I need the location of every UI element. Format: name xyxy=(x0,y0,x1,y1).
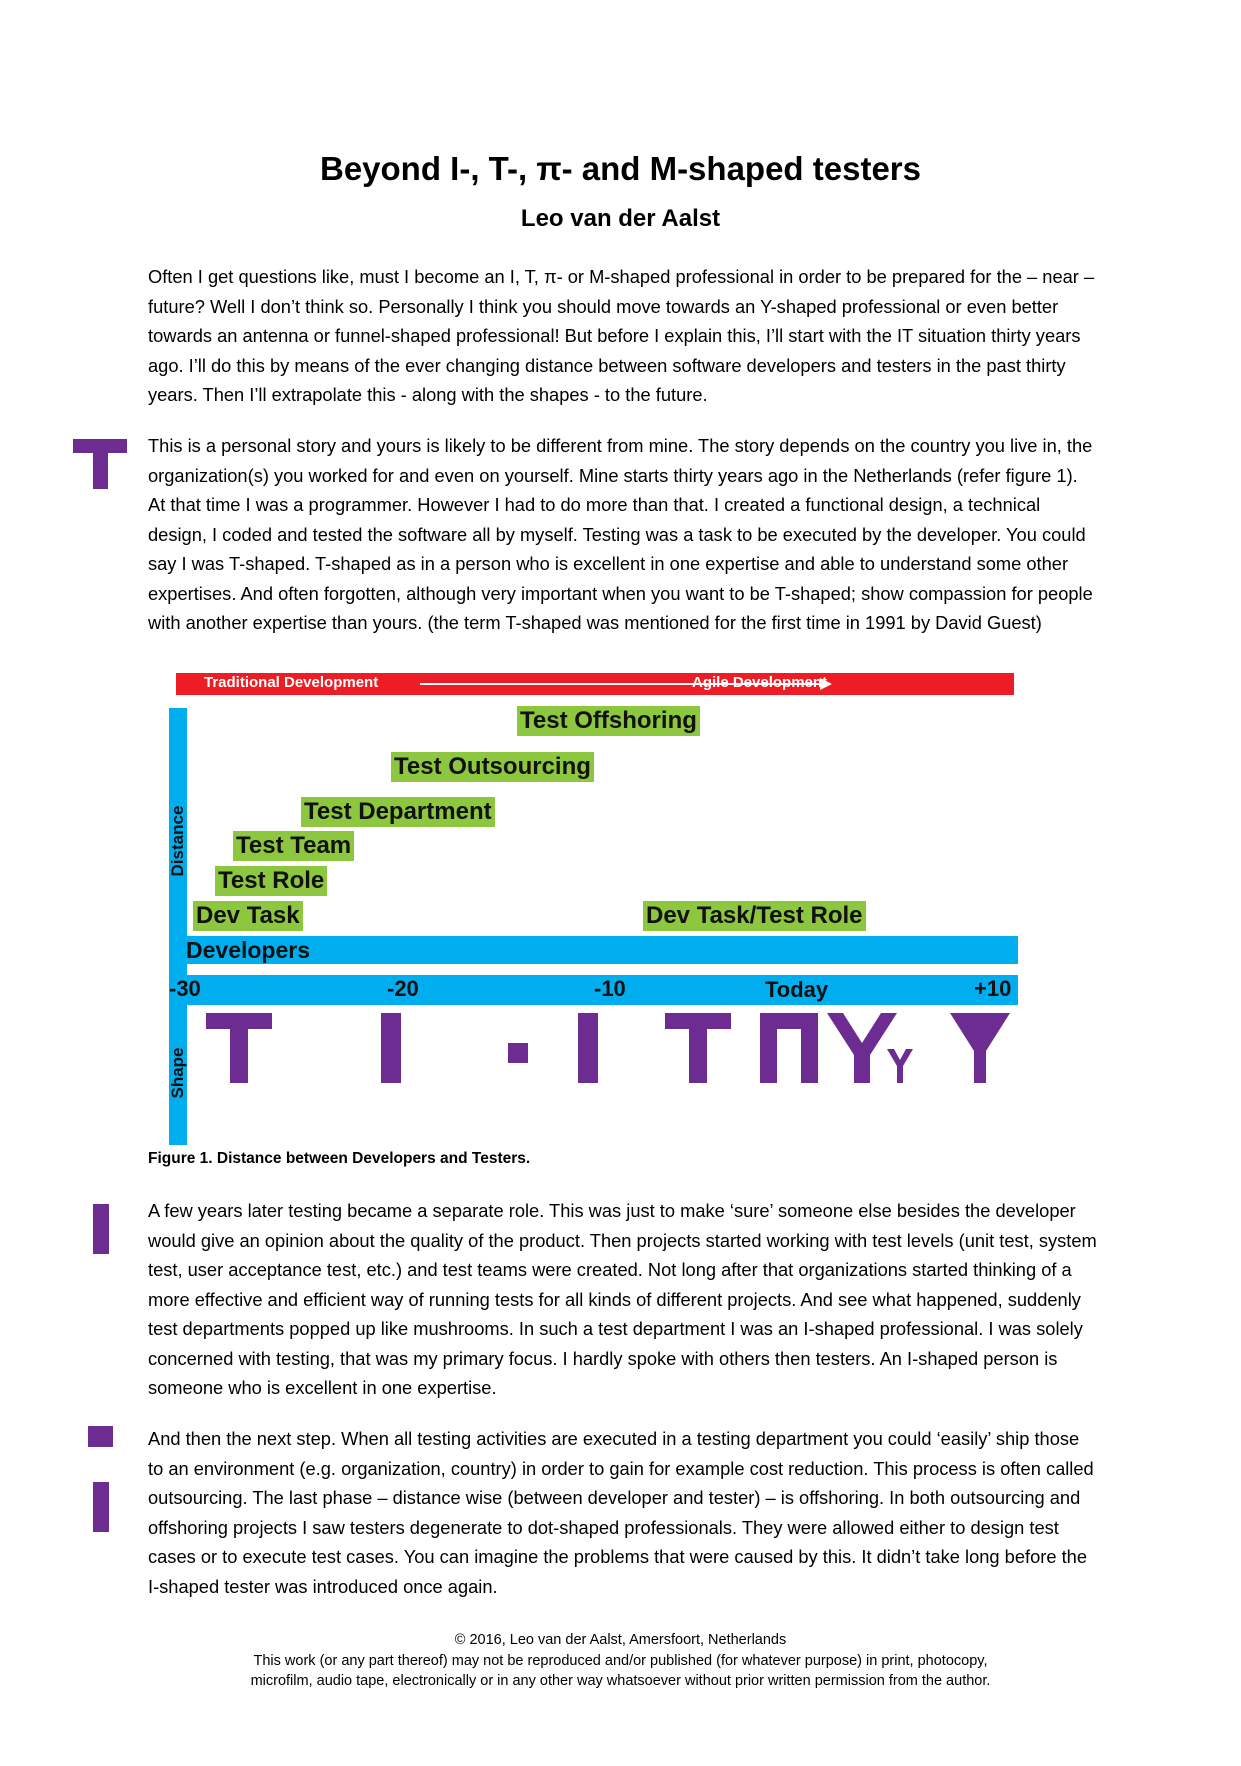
shape-row xyxy=(160,1013,1020,1133)
y-shape xyxy=(827,1013,897,1083)
shape-axis-label: Shape xyxy=(168,1047,187,1099)
banner-label-agile: Agile Development xyxy=(692,674,828,691)
t-shape-1 xyxy=(206,1013,272,1083)
footer-line-2: This work (or any part thereof) may not be reproduced and/or published (for whatever purpose) in print, photocopy, xyxy=(253,1652,988,1669)
i-shape-2 xyxy=(578,1013,598,1083)
paragraph-t-shaped: This is a personal story and yours is likely to be different from mine. The story depends on the country you live in, the organization(s) you worked for and even on yourself. Mine starts thirty years ago in the Netherlands (refer figure 1). At that time I was a programmer. However I had to do more than that. I created a functional design, a technical design, I coded and tested the software all by myself. Testing was a task to be executed by the developer. You could say I was T-shaped. T-shaped as in a person who is excellent in one expertise and able to understand some other expertises. And often forgotten, although very important when you want to be T-shaped; show compassion for people with another expertise than yours. (the term T-shaped was mentioned for the first time in 1991 by David Guest) xyxy=(148,435,1093,633)
pi-shape xyxy=(760,1013,818,1083)
stage-test-team: Test Team xyxy=(233,831,354,861)
timeline-tick-today: Today xyxy=(765,977,829,1002)
stage-test-department: Test Department xyxy=(301,797,495,827)
banner-label-traditional: Traditional Development xyxy=(204,674,379,691)
paragraph-i-shaped: A few years later testing became a separate role. This was just to make ‘sure’ someone else besides the developer would give an opinion about the quality of the product. Then projects started working with test levels (unit test, system test, user acceptance test, etc.) and test teams were created. Not long after that organizations started thinking of a more effective and efficient way of running tests for all kinds of different projects. And see what happened, suddenly test departments popped up like mushrooms. In such a test department I was an I-shaped professional. I was solely concerned with testing, that was my primary focus. I hardly spoke with others then testers. An I-shaped person is someone who is excellent in one expertise. xyxy=(148,1200,1097,1398)
paragraph-intro: Often I get questions like, must I become an I, T, π- or M-shaped professional in order to be prepared for the – near – future? Well I don’t think so. Personally I think you should move towards an Y-shaped professional or even better towards an antenna or funnel-shaped professional! But before I explain this, I’ll start with the IT situation thirty years ago. I’ll do this by means of the ever changing distance between software developers and testers in the past thirty years. Then I’ll extrapolate this - along with the shapes - to the future. xyxy=(148,266,1095,405)
funnel-shape xyxy=(950,1013,1010,1083)
t-shape-2 xyxy=(665,1013,731,1083)
stage-test-role: Test Role xyxy=(215,866,327,896)
paragraph-dot-shaped: And then the next step. When all testing activities are executed in a testing department you could ‘easily’ ship those to an environment (e.g. organization, country) in order to gain for example cost reduction. This process is often called outsourcing. The last phase – distance wise (between developer and tester) – is offshoring. In both outsourcing and offshoring projects I saw testers degenerate to dot-shaped professionals. They were allowed either to design test cases or to execute test cases. You can imagine the problems that were caused by this. It didn’t take long before the I-shaped tester was introduced once again. xyxy=(148,1428,1094,1597)
i-shape-icon xyxy=(93,1204,109,1254)
copyright-footer xyxy=(0,1630,1241,1692)
developers-label: Developers xyxy=(186,937,311,963)
footer-line-3: microfilm, audio tape, electronically or in any other way whatsoever without prior written permission from the author. xyxy=(250,1673,991,1689)
document-title: Beyond I-, T-, π- and M-shaped testers xyxy=(319,150,921,187)
stage-dev-task: Dev Task xyxy=(193,901,303,931)
figure-distance-chart xyxy=(160,673,1020,1143)
stage-test-outsourcing: Test Outsourcing xyxy=(391,752,594,782)
distance-axis-label: Distance xyxy=(168,805,187,877)
footer-line-1: © 2016, Leo van der Aalst, Amersfoort, Netherlands xyxy=(454,1632,787,1648)
stage-dev-task-test-role: Dev Task/Test Role xyxy=(643,901,866,931)
i-shape-icon-2 xyxy=(93,1482,109,1532)
author-name: Leo van der Aalst xyxy=(520,205,721,232)
timeline-tick-minus-20: -20 xyxy=(387,976,419,1001)
i-shape-1 xyxy=(381,1013,401,1083)
antenna-shape xyxy=(887,1049,913,1083)
dot-shape-icon xyxy=(88,1426,113,1447)
dot-shape xyxy=(508,1043,528,1063)
timeline-tick-minus-10: -10 xyxy=(594,976,626,1001)
timeline-tick-plus-10: +10 xyxy=(974,976,1012,1001)
figure-caption: Figure 1. Distance between Developers and Testers. xyxy=(148,1150,531,1167)
stage-test-offshoring: Test Offshoring xyxy=(517,706,700,736)
t-shape-icon xyxy=(73,439,127,489)
timeline-tick-minus-30: -30 xyxy=(169,976,201,1001)
